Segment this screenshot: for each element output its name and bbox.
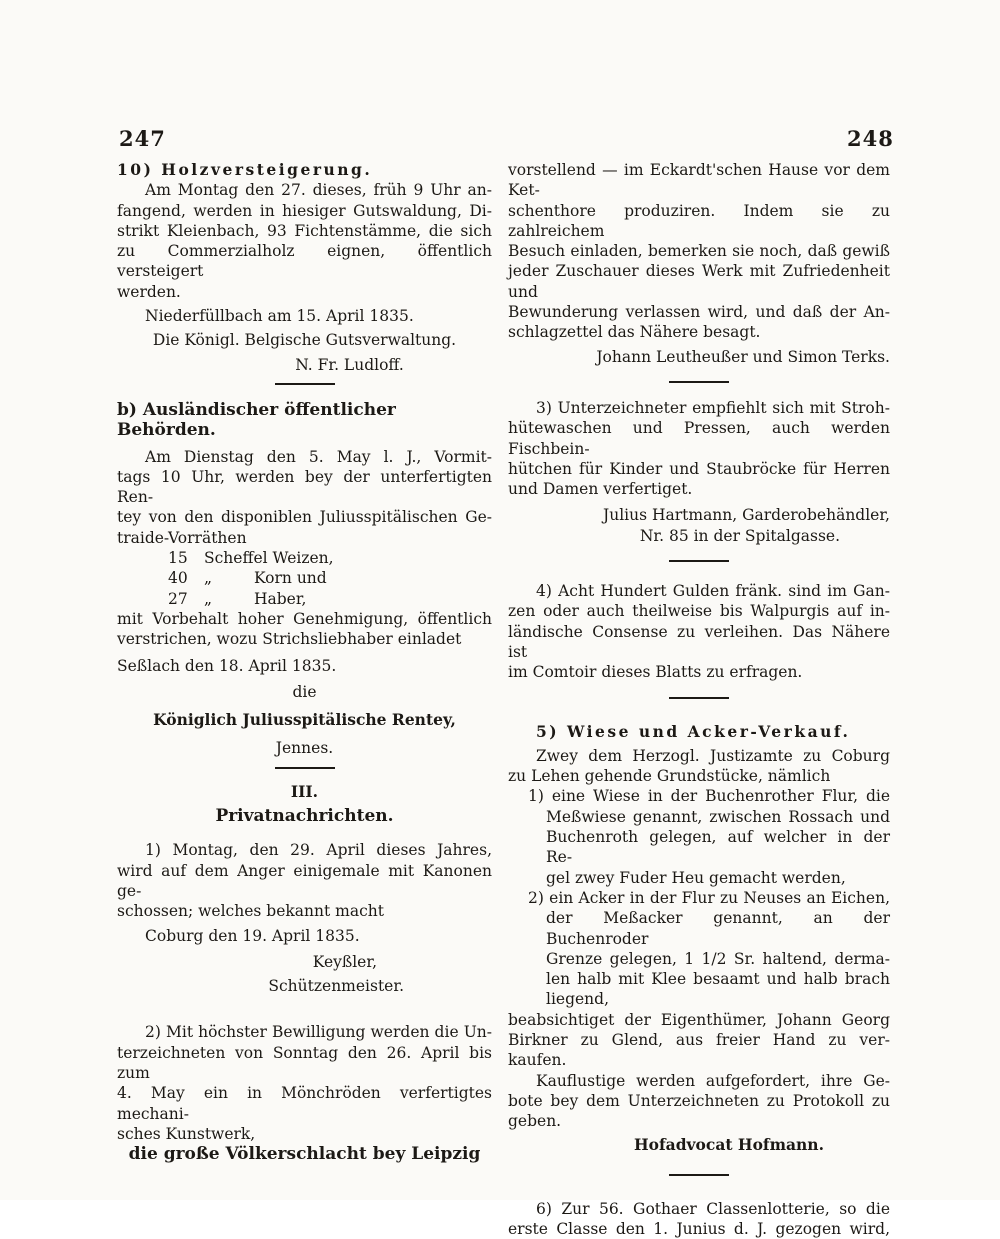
- section-divider: [669, 697, 729, 699]
- right-column: [508, 160, 890, 1239]
- text-line: traide-Vorräthen: [117, 528, 247, 547]
- text-line: ländische Consense zu verleihen. Das Nähere ist: [508, 622, 890, 661]
- text-line: Birkner zu Glend, aus freier Hand zu ver-: [508, 1030, 890, 1049]
- signature: Die Königl. Belgische Gutsverwaltung.: [152, 331, 457, 350]
- text-line: Zwey dem Herzogl. Justizamte zu Coburg: [536, 746, 890, 765]
- text-line: schlagzettel das Nähere besagt.: [508, 323, 761, 342]
- text-line: verstrichen, wozu Strichsliebhaber einladet: [117, 630, 462, 649]
- list-item-line: liegend,: [546, 990, 610, 1009]
- signature: Keyßler,: [312, 952, 377, 971]
- place-date: Seßlach den 18. April 1835.: [117, 656, 337, 675]
- text-line: wird auf dem Anger einigemale mit Kanonen ge-: [117, 861, 492, 900]
- section-divider: [669, 381, 729, 383]
- text-line: geben.: [508, 1112, 562, 1131]
- section-10-heading: 10) Holzversteigerung.: [117, 160, 373, 179]
- grain-item: 15 Scheffel Weizen,: [168, 549, 334, 568]
- text-line: fangend, werden in hiesiger Gutswaldung, Di-: [117, 201, 492, 220]
- section-divider: [669, 560, 729, 562]
- signature: Königlich Juliusspitälische Rentey,: [153, 710, 456, 730]
- section-divider: [669, 1174, 729, 1176]
- text-line: werden.: [117, 282, 181, 301]
- text-line: vorstellend — im Eckardt'schen Hause vor dem Ket-: [508, 161, 890, 200]
- grain-item: 40 „ Korn und: [168, 569, 327, 588]
- signature-name: Schützenmeister.: [268, 977, 404, 996]
- text-line: 6) Zur 56. Gothaer Classenlotterie, so die: [536, 1199, 890, 1218]
- signature-address: Nr. 85 in der Spitalgasse.: [639, 526, 840, 545]
- text-line: hütchen für Kinder und Staubröcke für Herren: [508, 459, 890, 478]
- section-title: Privatnachrichten.: [215, 806, 394, 827]
- text-line: hütewaschen und Pressen, auch werden Fischbein-: [508, 419, 890, 458]
- signature: Hofadvocat Hofmann.: [634, 1135, 824, 1155]
- text-line: zu Lehen gehende Grundstücke, nämlich: [508, 767, 831, 786]
- place-date: Niederfüllbach am 15. April 1835.: [145, 307, 414, 326]
- text-line: zen oder auch theilweise bis Walpurgis auf in-: [508, 602, 890, 621]
- place-date: Coburg den 19. April 1835.: [145, 926, 360, 945]
- text-line: 4) Acht Hundert Gulden fränk. sind im Gan-: [536, 582, 890, 601]
- text-line: terzeichneten von Sonntag den 26. April bis zum: [117, 1043, 492, 1082]
- left-column: [117, 160, 492, 1164]
- text-line: tey von den disponiblen Juliusspitälischen Ge-: [117, 508, 492, 527]
- grain-item: 27 „ Haber,: [168, 589, 307, 608]
- text-line: sches Kunstwerk,: [117, 1124, 256, 1143]
- text-line: 3) Unterzeichneter empfiehlt sich mit Stroh-: [536, 398, 890, 417]
- text-line: Am Dienstag den 5. May l. J., Vormit-: [145, 447, 492, 466]
- list-item-line: Meßwiese genannt, zwischen Rossach und: [546, 807, 890, 826]
- text-line: beabsichtiget der Eigenthümer, Johann Georg: [508, 1010, 890, 1029]
- text-line: kaufen.: [508, 1051, 567, 1070]
- list-item-line: Buchenroth gelegen, auf welcher in der Re-: [546, 828, 890, 867]
- text-line: strikt Kleienbach, 93 Fichtenstämme, die sich: [117, 221, 492, 240]
- section-divider: [275, 767, 335, 769]
- text-line: zu Commerzialholz eignen, öffentlich versteigert: [117, 242, 492, 281]
- signature-name: Jennes.: [275, 739, 334, 758]
- text-line: Besuch einladen, bemerken sie noch, daß gewiß: [508, 242, 890, 261]
- text-line: schossen; welches bekannt macht: [117, 902, 384, 921]
- section-divider: [275, 383, 335, 385]
- section-b-heading: b) Ausländischer öffentlicher Behörden.: [117, 399, 396, 441]
- list-item-line: len halb mit Klee besaamt und halb brach: [546, 970, 890, 989]
- text-line: tags 10 Uhr, werden bey der unterfertigten Ren-: [117, 467, 492, 507]
- signature: Johann Leutheußer und Simon Terks.: [596, 347, 890, 366]
- signature-name: N. Fr. Ludloff.: [295, 355, 404, 374]
- list-item-line: 2) ein Acker in der Flur zu Neuses an Eichen,: [528, 888, 890, 907]
- text-line: 4. May ein in Mönchröden verfertigtes mechani-: [117, 1084, 492, 1123]
- text-line: und Damen verfertiget.: [508, 480, 693, 499]
- page-number-left: 247: [119, 126, 166, 151]
- section-5-heading: 5) Wiese und Acker-Verkauf.: [536, 721, 851, 741]
- section-number: III.: [290, 781, 319, 801]
- page-number-right: 248: [847, 126, 894, 151]
- list-item-line: gel zwey Fuder Heu gemacht werden,: [546, 868, 846, 887]
- text-line: bote bey dem Unterzeichneten zu Protokoll zu: [508, 1091, 890, 1110]
- signature: die: [292, 682, 317, 701]
- text-line: Bewunderung verlassen wird, und daß der An-: [508, 303, 890, 322]
- list-item-line: der Meßacker genannt, an der Buchenroder: [546, 909, 890, 948]
- text-line: Am Montag den 27. dieses, früh 9 Uhr an-: [145, 181, 492, 200]
- signature: Julius Hartmann, Garderobehändler,: [603, 506, 890, 525]
- list-item-line: 1) eine Wiese in der Buchenrother Flur, die: [528, 787, 890, 806]
- text-line: mit Vorbehalt hoher Genehmigung, öffentlich: [117, 609, 492, 628]
- text-line: jeder Zuschauer dieses Werk mit Zufriedenheit und: [508, 262, 890, 301]
- list-item-line: Grenze gelegen, 1 1/2 Sr. haltend, derma-: [546, 949, 890, 968]
- text-line: im Comtoir dieses Blatts zu erfragen.: [508, 663, 803, 682]
- text-line: schenthore produziren. Indem sie zu zahlreichem: [508, 201, 890, 240]
- text-line: Kauflustige werden aufgefordert, ihre Ge-: [536, 1071, 890, 1090]
- text-line: erste Classe den 1. Junius d. J. gezogen wird,: [508, 1220, 890, 1239]
- text-line: 2) Mit höchster Bewilligung werden die Un-: [145, 1023, 492, 1042]
- text-line: 1) Montag, den 29. April dieses Jahres,: [145, 841, 492, 860]
- event-title: die große Völkerschlacht bey Leipzig: [128, 1144, 481, 1165]
